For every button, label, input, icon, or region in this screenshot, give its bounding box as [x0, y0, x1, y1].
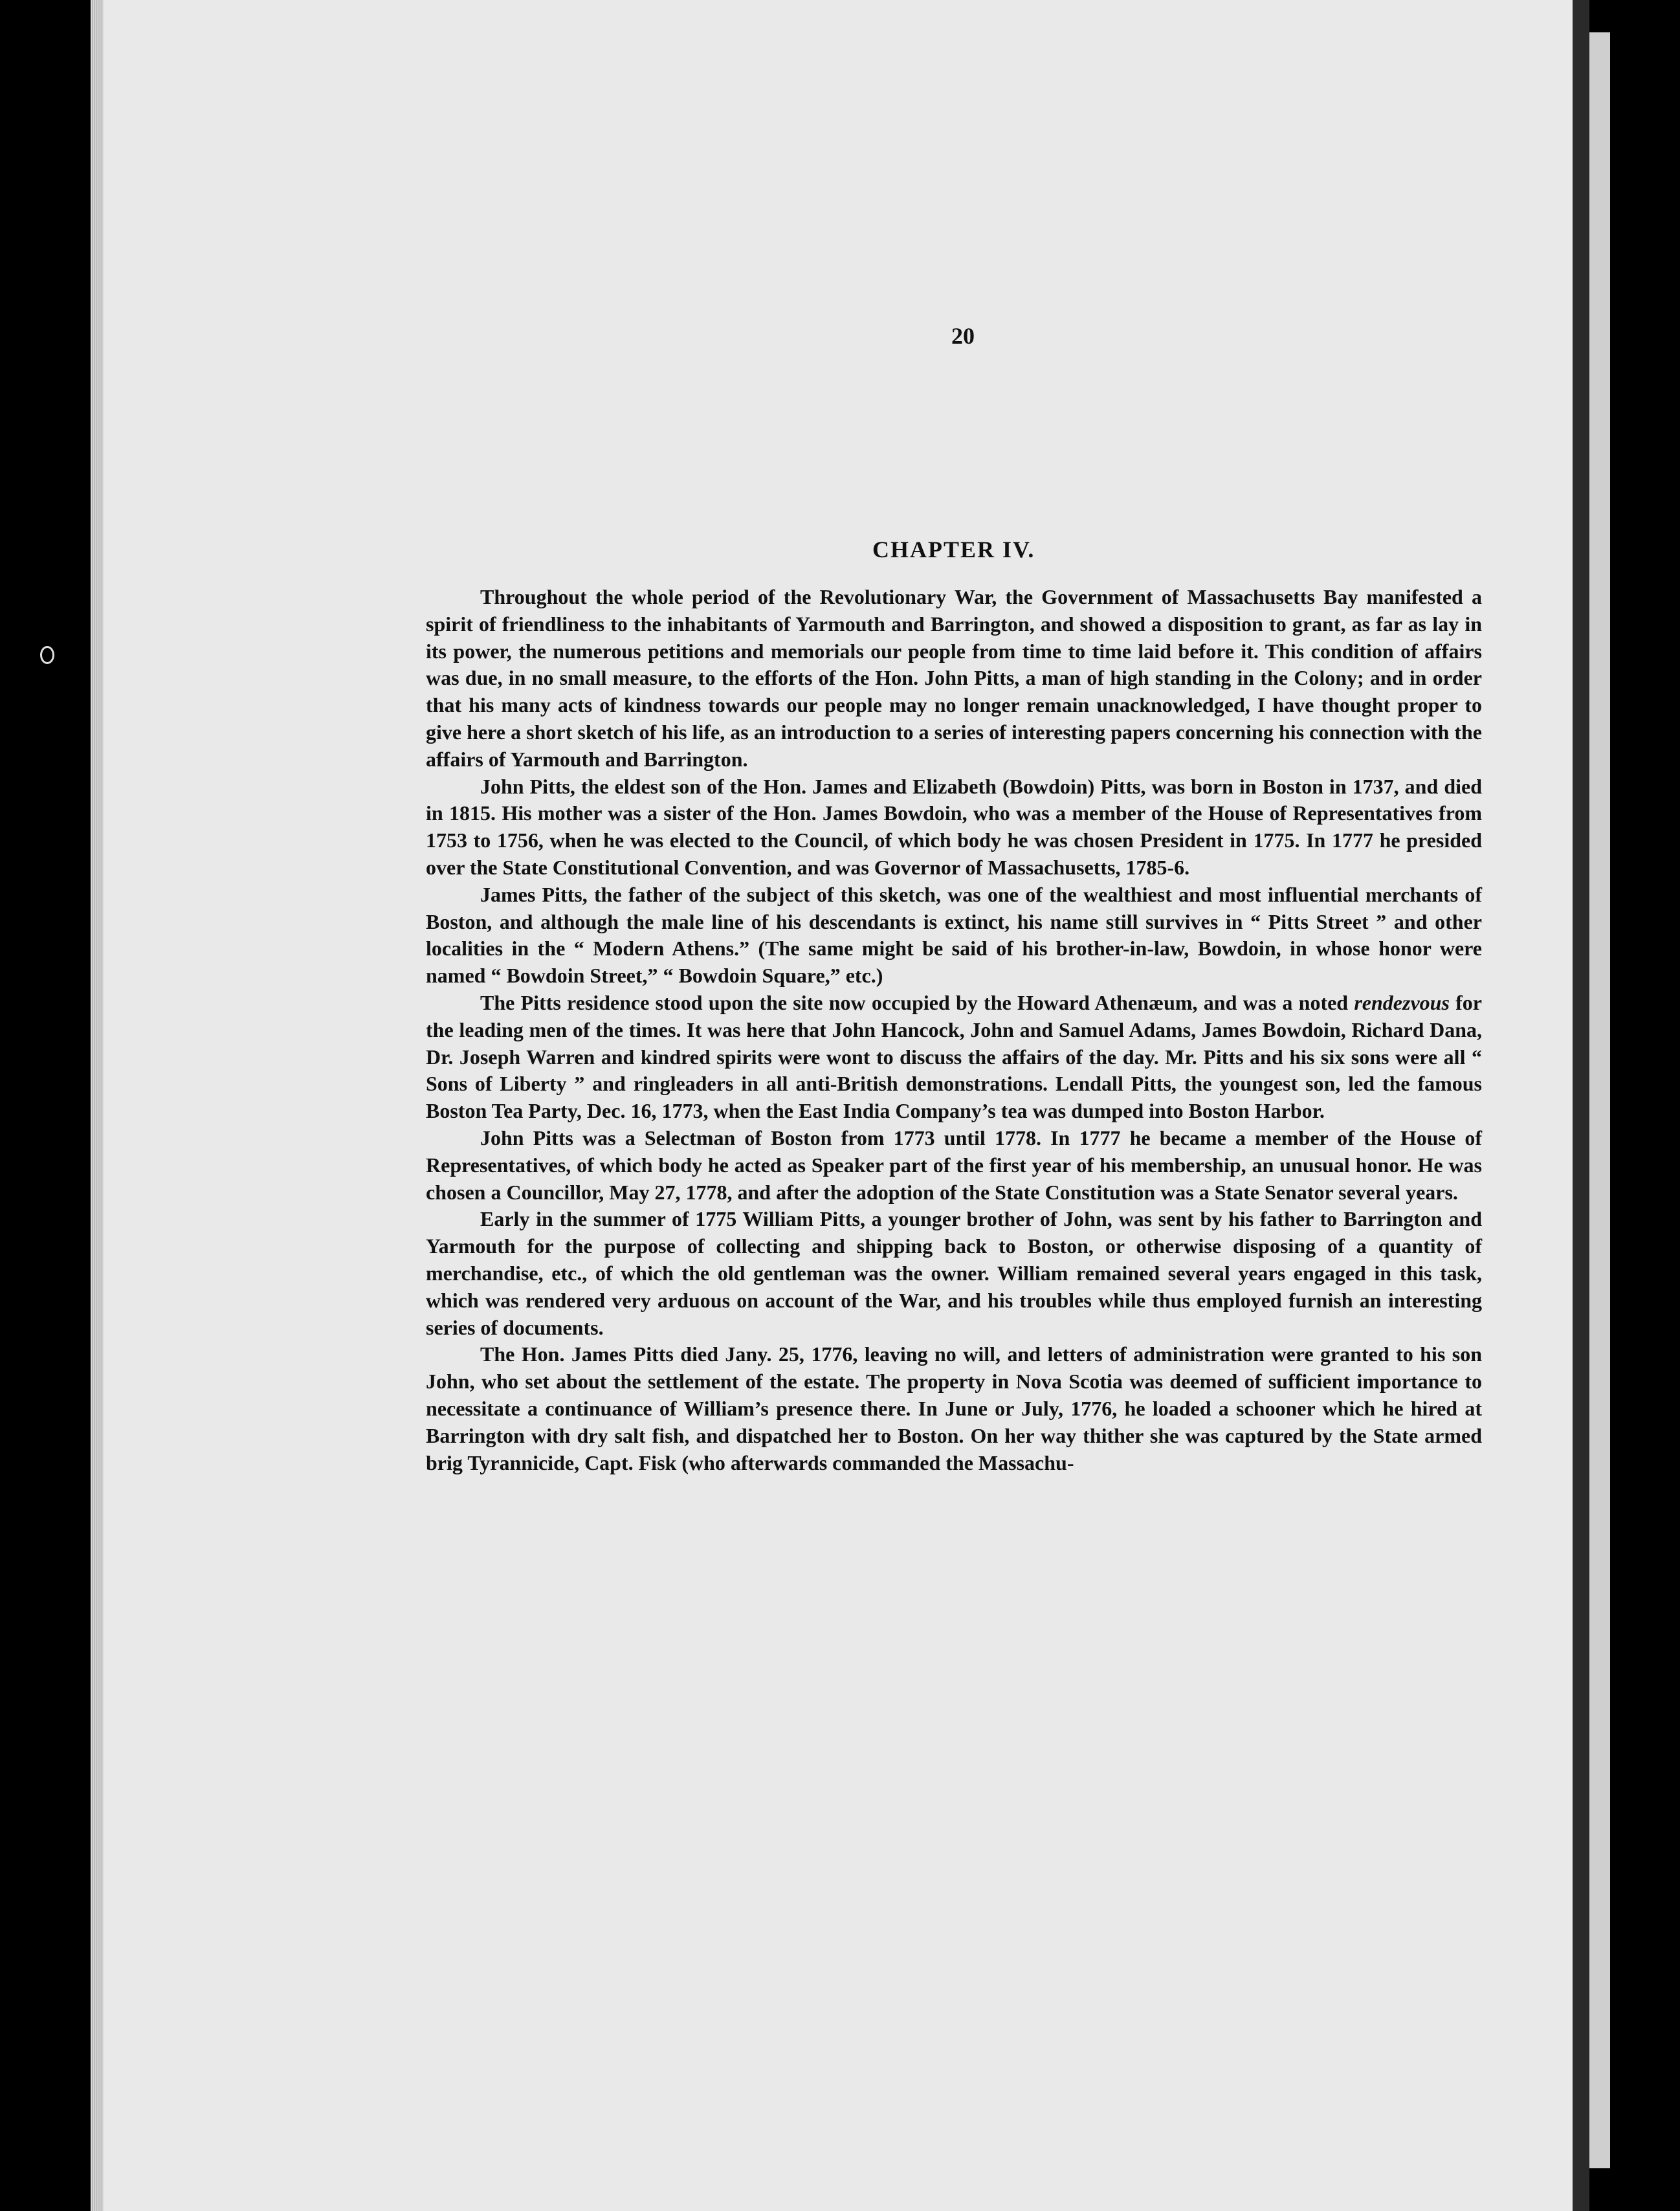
paragraph-4-emphasis: rendezvous — [1354, 990, 1450, 1014]
paragraph-2: John Pitts, the eldest son of the Hon. James and Elizabeth (Bowdoin) Pitts, was born in Boston in 1737, and died in 1815. His mother was a sister of the Hon. James Bowdoin, who was a member of the House of Representatives from 1753 to 1756, when he was elected to the Council, of which body he was chosen President in 1775. In 1777 he presided over the State Constitutional Convention, and was Governor of Massachusetts, 1785-6. — [426, 774, 1482, 879]
chapter-heading: CHAPTER IV. — [872, 537, 1035, 562]
paragraph-3: James Pitts, the father of the subject of this sketch, was one of the wealthiest and most influential merchants of Boston, and although the male line of his descendants is extinct, his name still survives in “ Pitts Street ” and other localities in the “ Modern Athens.” (The same might be said of his brother-in-law, Bowdoin, in whose honor were named “ Bowdoin Street,” “ Bowdoin Square,” etc.) — [426, 882, 1482, 988]
facing-page-edge — [1589, 32, 1610, 2168]
paragraph-4-text-after: for the leading men of the times. It was here that John Hancock, John and Samuel Adams, James Bowdoin, Richard Dana, Dr. Joseph Warren and kindred spirits were wont to discuss the affairs of the day. Mr. Pitts and his six sons were all “ Sons of Liberty ” and ringleaders in all anti-British demonstrations. Lendall Pitts, the youngest son, led the famous Boston Tea Party, Dec. 16, 1773, when the East India Company’s tea was dumped into Boston Harbor. — [426, 990, 1483, 1123]
paragraph-5: John Pitts was a Selectman of Boston from 1773 until 1778. In 1777 he became a member of the House of Representatives, of which body he acted as Speaker part of the first year of his membership, an unusual honor. He was chosen a Councillor, May 27, 1778, and after the adoption of the State Constitution was a State Senator several years. — [426, 1126, 1482, 1204]
body-text — [426, 584, 1482, 1476]
page-number: 20 — [951, 323, 975, 349]
paragraph-4-text-before: The Pitts residence stood upon the site now occupied by the Howard Athenæum, and was a noted — [480, 990, 1354, 1014]
paragraph-7: The Hon. James Pitts died Jany. 25, 1776, leaving no will, and letters of administration were granted to his son John, who set about the settlement of the estate. The property in Nova Scotia was deemed of sufficient importance to necessitate a continuance of William’s presence there. In June or July, 1776, he loaded a schooner which he hired at Barrington with dry salt fish, and dispatched her to Boston. On her way thither she was captured by the State armed brig Tyrannicide, Capt. Fisk (who afterwards commanded the Massachu- — [426, 1342, 1482, 1474]
binding-shadow — [1573, 0, 1589, 2211]
paragraph-4 — [426, 990, 1482, 1125]
margin-ring-mark — [40, 646, 54, 664]
paragraph-6: Early in the summer of 1775 William Pitts, a younger brother of John, was sent by his father to Barrington and Yarmouth for the purpose of collecting and shipping back to Boston, or otherwise disposing of a quantity of merchandise, etc., of which the old gentleman was the owner. William remained several years engaged in this task, which was rendered very arduous on account of the War, and his troubles while thus employed furnish an interesting series of documents. — [426, 1207, 1482, 1339]
scan-border — [1610, 0, 1680, 2211]
paragraph-1: Throughout the whole period of the Revolutionary War, the Government of Massachusetts Bay manifested a spirit of friendliness to the inhabitants of Yarmouth and Barrington, and showed a disposition to grant, as far as lay in its power, the numerous petitions and memorials our people from time to time laid before it. This condition of affairs was due, in no small measure, to the efforts of the Hon. John Pitts, a man of high standing in the Colony; and in order that his many acts of kindness towards our people may no longer remain unacknowledged, I have thought proper to give here a short sketch of his life, as an introduction to a series of interesting papers concerning his connection with the affairs of Yarmouth and Barrington. — [426, 585, 1482, 771]
page-stack-edges — [91, 0, 104, 2211]
